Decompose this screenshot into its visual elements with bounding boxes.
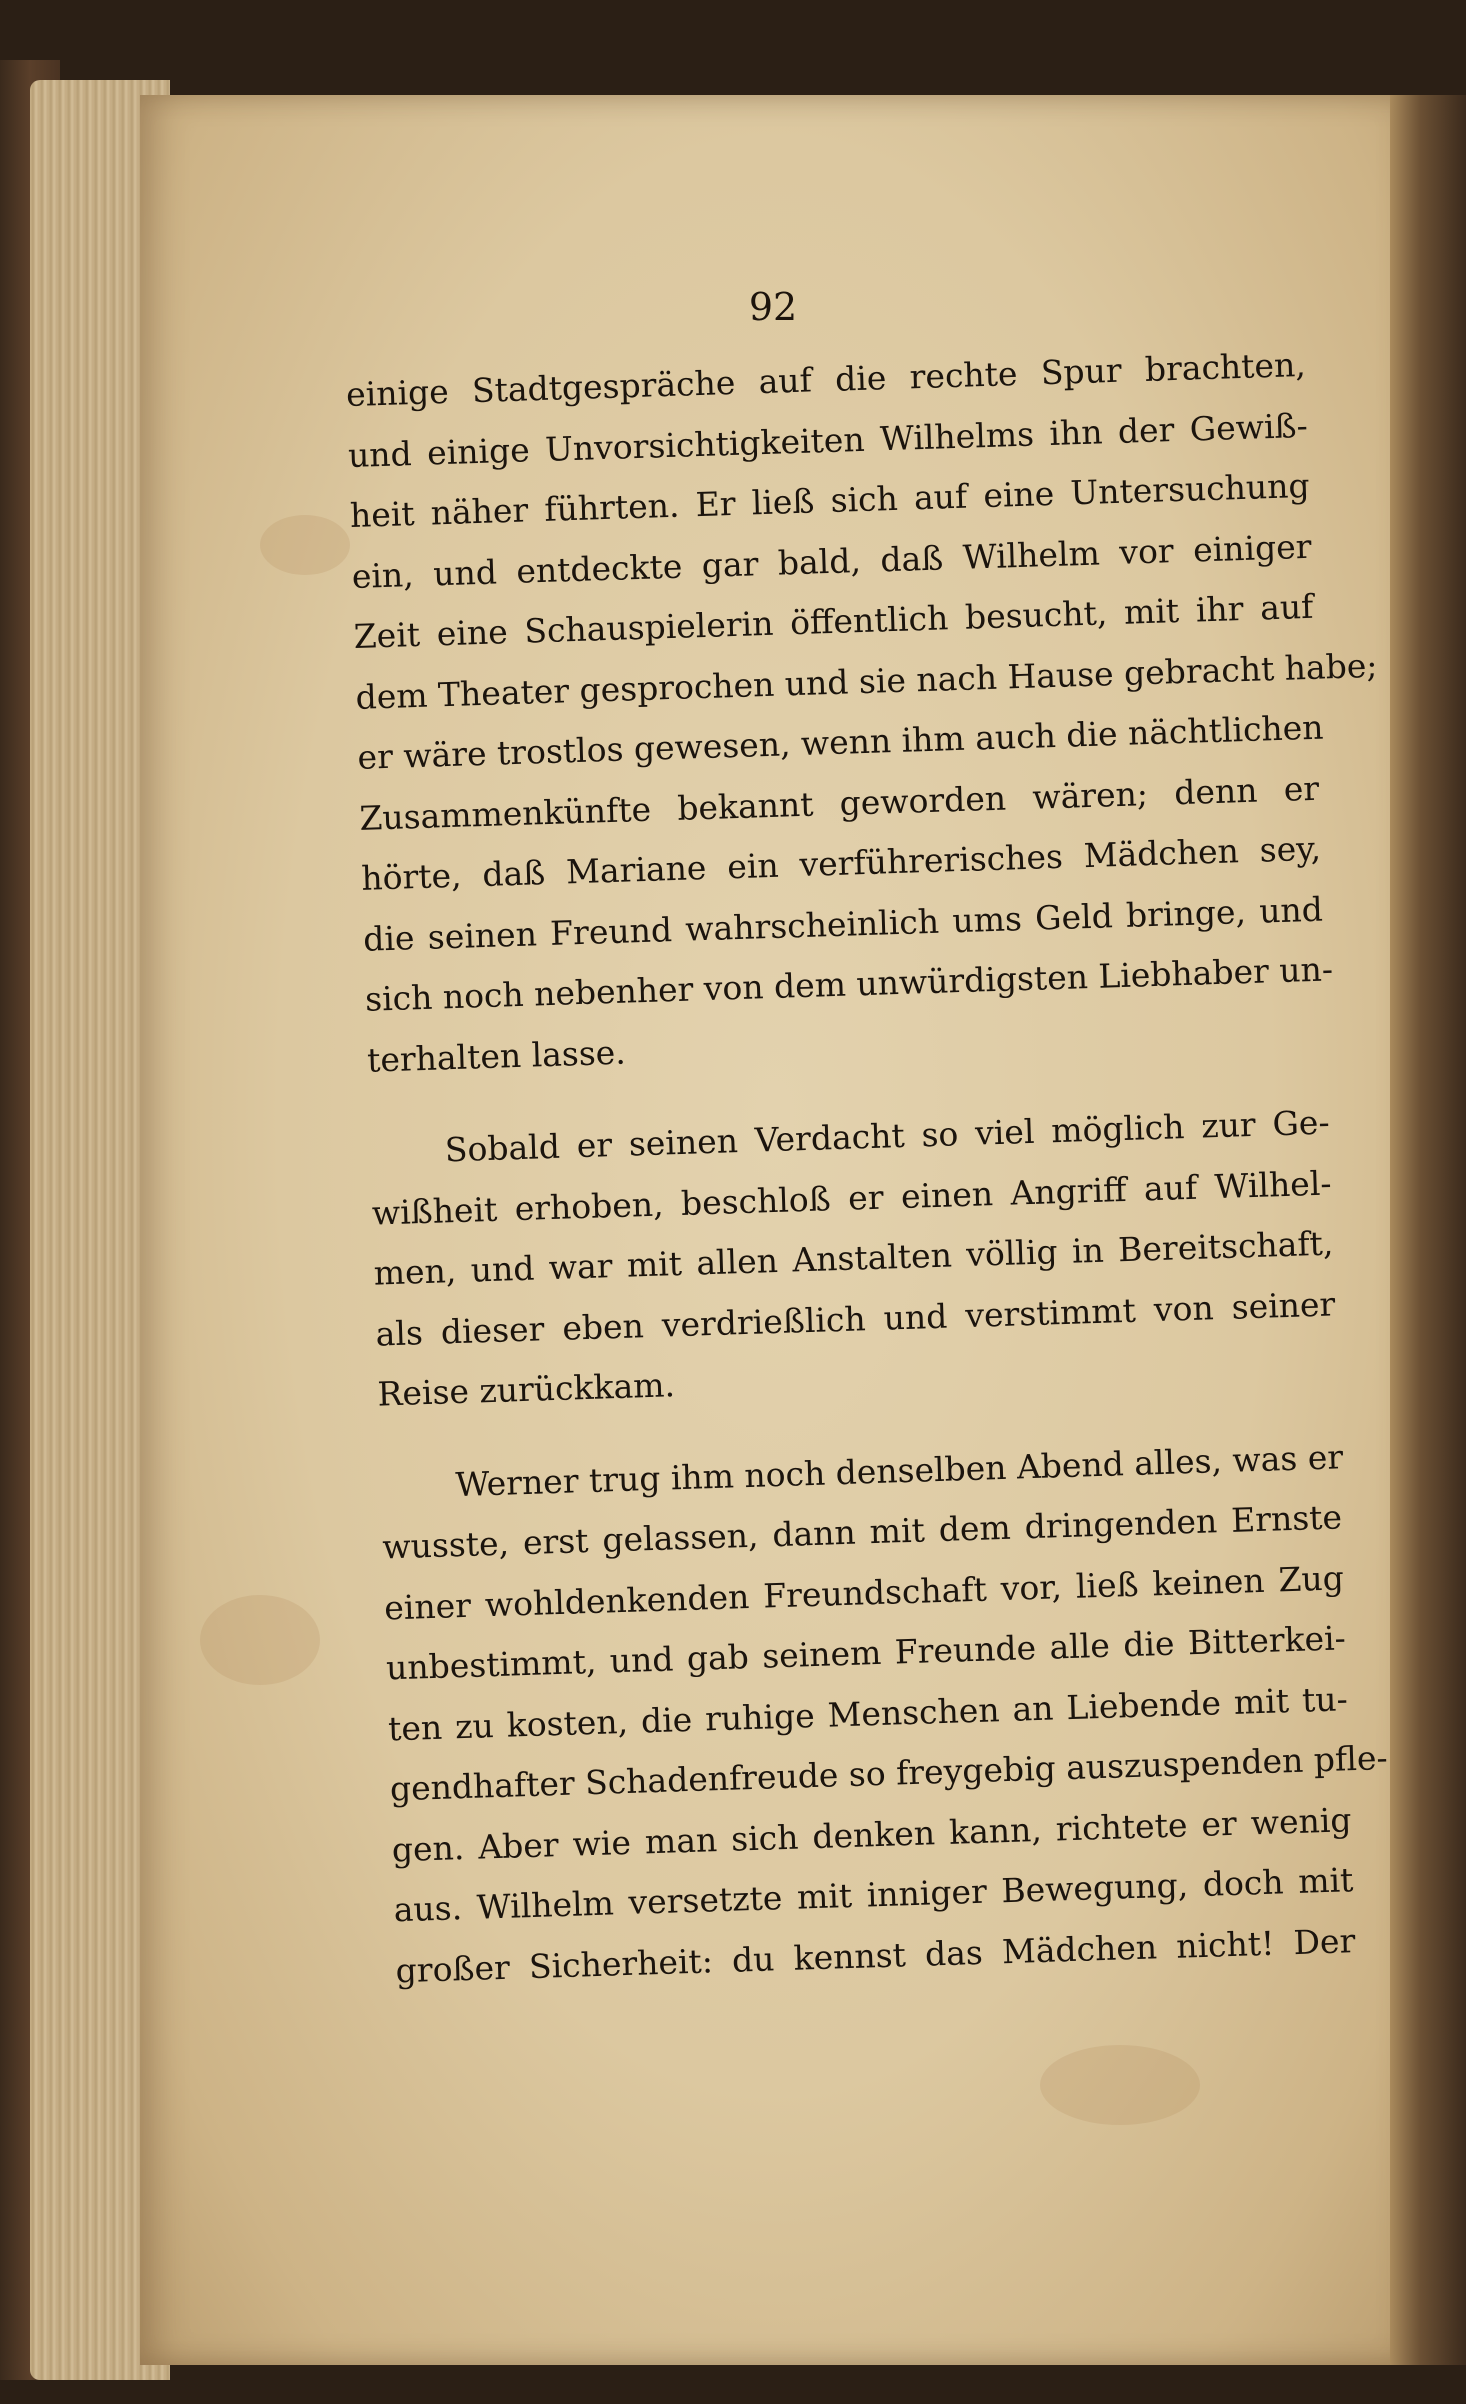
paragraph-3 [380,1427,1389,2001]
paragraph-2 [369,1093,1338,1426]
text-line: großer Sicherheit: du kennst das Mädchen nicht! Der [395,1920,1356,1990]
text-line: ein, und entdeckte gar bald, daß Wilhelm vor einiger [351,526,1313,596]
text-line: wißheit erhoben, beschloß er einen Angriff auf Wilhel- [371,1163,1333,1233]
text-line: einer wohldenkenden Freundschaft vor, ließ keinen Zug [383,1557,1345,1627]
text-line: terhalten lasse. [366,1032,627,1080]
text-line: und einige Unvorsichtigkeiten Wilhelms ihn der Gewiß- [347,405,1309,475]
text-line: einige Stadtgespräche auf die rechte Spur brachten, [345,344,1307,415]
foxing-stain [1040,2045,1200,2125]
text-line: Zeit eine Schauspielerin öffentlich besucht, mit ihr auf [353,586,1314,656]
foxing-stain [200,1595,320,1685]
foxing-stain [260,515,350,575]
text-line: hörte, daß Mariane ein verführerisches Mädchen sey, [360,828,1322,898]
text-line: wusste, erst gelassen, dann mit dem dringenden Ernste [381,1497,1343,1567]
text-line: die seinen Freund wahrscheinlich ums Geld bringe, und [362,889,1324,959]
text-line: Zusammenkünfte bekannt geworden wären; denn er [358,768,1320,838]
page-number: 92 [748,285,798,329]
text-line: als dieser eben verdrießlich und verstimmt von seiner [375,1283,1336,1354]
text-line: gen. Aber wie man sich denken kann, richtete er wenig [391,1799,1353,1869]
text-line: heit näher führten. Er ließ sich auf eine Untersuchung [349,465,1311,535]
page-text [345,335,1389,2001]
text-line: aus. Wilhelm versetzte mit inniger Bewegung, doch mit [393,1860,1354,1930]
paragraph-1 [345,335,1378,1091]
text-line: ten zu kosten, die ruhige Menschen an Liebende mit tu- [387,1678,1349,1748]
book-gutter [1390,95,1466,2365]
text-line: Sobald er seinen Verdacht so viel möglich zur Ge- [444,1102,1331,1170]
text-line: dem Theater gesprochen und sie nach Hause gebracht habe; [355,645,1378,717]
text-line: Reise zurückkam. [376,1365,676,1414]
text-line: gendhafter Schadenfreude so freygebig auszuspenden pfle- [389,1738,1389,1809]
text-line: Werner trug ihm noch denselben Abend alles, was er [454,1436,1344,1504]
text-line: unbestimmt, und gab seinem Freunde alle die Bitterkei- [385,1618,1347,1688]
text-line: sich noch nebenher von dem unwürdigsten Liebhaber un- [364,949,1334,1019]
text-line: men, und war mit allen Anstalten völlig in Bereitschaft, [373,1223,1334,1293]
text-line: er wäre trostlos gewesen, wenn ihm auch die nächtlichen [356,707,1325,777]
